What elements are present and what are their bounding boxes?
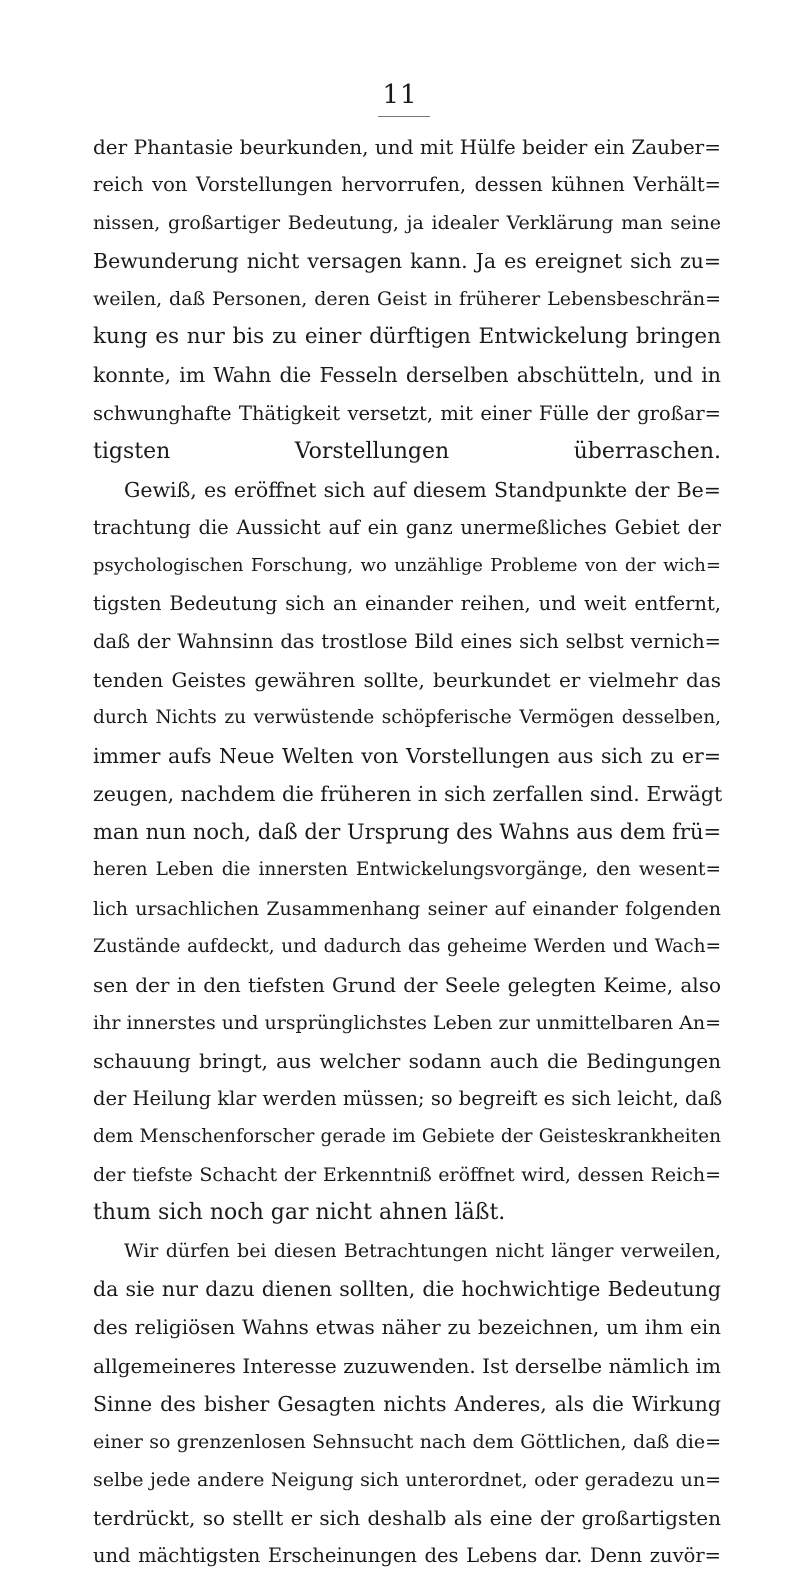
text-line: schwunghafte Thätigkeit versetzt, mit einer Fülle der großar= (93, 401, 721, 425)
text-line: nissen, großartiger Bedeutung, ja idealer Verklärung man seine (93, 212, 721, 235)
text-line: allgemeineres Interesse zuzuwenden. Ist derselbe nämlich im (93, 1353, 721, 1378)
text-line: da sie nur dazu dienen sollten, die hochwichtige Bedeutung (93, 1277, 721, 1302)
paragraph (93, 1232, 721, 1575)
page-number-underline (378, 116, 430, 117)
text-line: selbe jede andere Neigung sich unterordnet, oder geradezu un= (93, 1468, 721, 1491)
paragraph (93, 128, 721, 471)
text-line: schauung bringt, aus welcher sodann auch die Bedingungen (93, 1048, 721, 1073)
text-line: dem Menschenforscher gerade im Gebiete der Geisteskrankheiten (93, 1126, 721, 1148)
page-number: 11 (382, 80, 418, 110)
text-line: lich ursachlichen Zusammenhang seiner auf einander folgenden (93, 897, 721, 920)
text-line: durch Nichts zu verwüstende schöpferische Vermögen desselben, (93, 707, 721, 729)
text-line: daß der Wahnsinn das trostlose Bild eines sich selbst vernich= (93, 630, 721, 654)
text-line: Zustände aufdeckt, und dadurch das geheime Werden und Wach= (93, 935, 721, 957)
text-line: man nun noch, daß der Ursprung des Wahns aus dem frü= (93, 820, 722, 845)
text-line: der Heilung klar werden müssen; so begreift es sich leicht, daß (93, 1086, 723, 1110)
text-line: heren Leben die innersten Entwickelungsvorgänge, den wesent= (93, 859, 721, 881)
text-line: des religiösen Wahns etwas näher zu bezeichnen, um ihm ein (93, 1315, 721, 1340)
text-line: kung es nur bis zu einer dürftigen Entwickelung bringen (93, 324, 721, 350)
text-line: zeugen, nachdem die früheren in sich zerfallen sind. Erwägt (93, 782, 723, 807)
text-line: immer aufs Neue Welten von Vorstellungen aus sich zu er= (93, 744, 721, 769)
text-line: psychologischen Forschung, wo unzählige Probleme von der wich= (93, 554, 721, 576)
text-line: Sinne des bisher Gesagten nichts Anderes, als die Wirkung (93, 1391, 721, 1416)
text-line: der Phantasie beurkunden, und mit Hülfe beider ein Zauber= (93, 135, 721, 159)
text-line: einer so grenzenlosen Sehnsucht nach dem Göttlichen, daß die= (93, 1430, 721, 1453)
text-line: reich von Vorstellungen hervorrufen, dessen kühnen Verhält= (93, 173, 721, 197)
text-line: konnte, im Wahn die Fesseln derselben abschütteln, und in (93, 363, 721, 388)
body-text (93, 128, 721, 1575)
text-line: Gewiß, es eröffnet sich auf diesem Standpunkte der Be= (124, 477, 721, 502)
text-line: tigsten Vorstellungen überraschen. (93, 438, 721, 464)
text-line: ihr innerstes und ursprünglichstes Leben zur unmittelbaren An= (93, 1011, 721, 1034)
text-line: tigsten Bedeutung sich an einander reihen, und weit entfernt, (93, 591, 721, 615)
text-line: Bewunderung nicht versagen kann. Ja es ereignet sich zu= (93, 249, 721, 274)
text-line: weilen, daß Personen, deren Geist in früherer Lebensbeschrän= (93, 288, 721, 311)
text-line: sen der in den tiefsten Grund der Seele gelegten Keime, also (93, 972, 721, 997)
text-line: thum sich noch gar nicht ahnen läßt. (93, 1200, 506, 1226)
text-line: Wir dürfen bei diesen Betrachtungen nicht länger verweilen, (124, 1240, 721, 1263)
text-line: tenden Geistes gewähren sollte, beurkundet er vielmehr das (93, 668, 721, 693)
text-line: terdrückt, so stellt er sich deshalb als eine der großartigsten (93, 1505, 721, 1530)
text-line: trachtung die Aussicht auf ein ganz unermeßliches Gebiet der (93, 515, 721, 539)
paragraph (93, 471, 721, 1233)
text-line: und mächtigsten Erscheinungen des Lebens dar. Denn zuvör= (93, 1543, 721, 1567)
text-line: der tiefste Schacht der Erkenntniß eröffnet wird, dessen Reich= (93, 1164, 721, 1187)
